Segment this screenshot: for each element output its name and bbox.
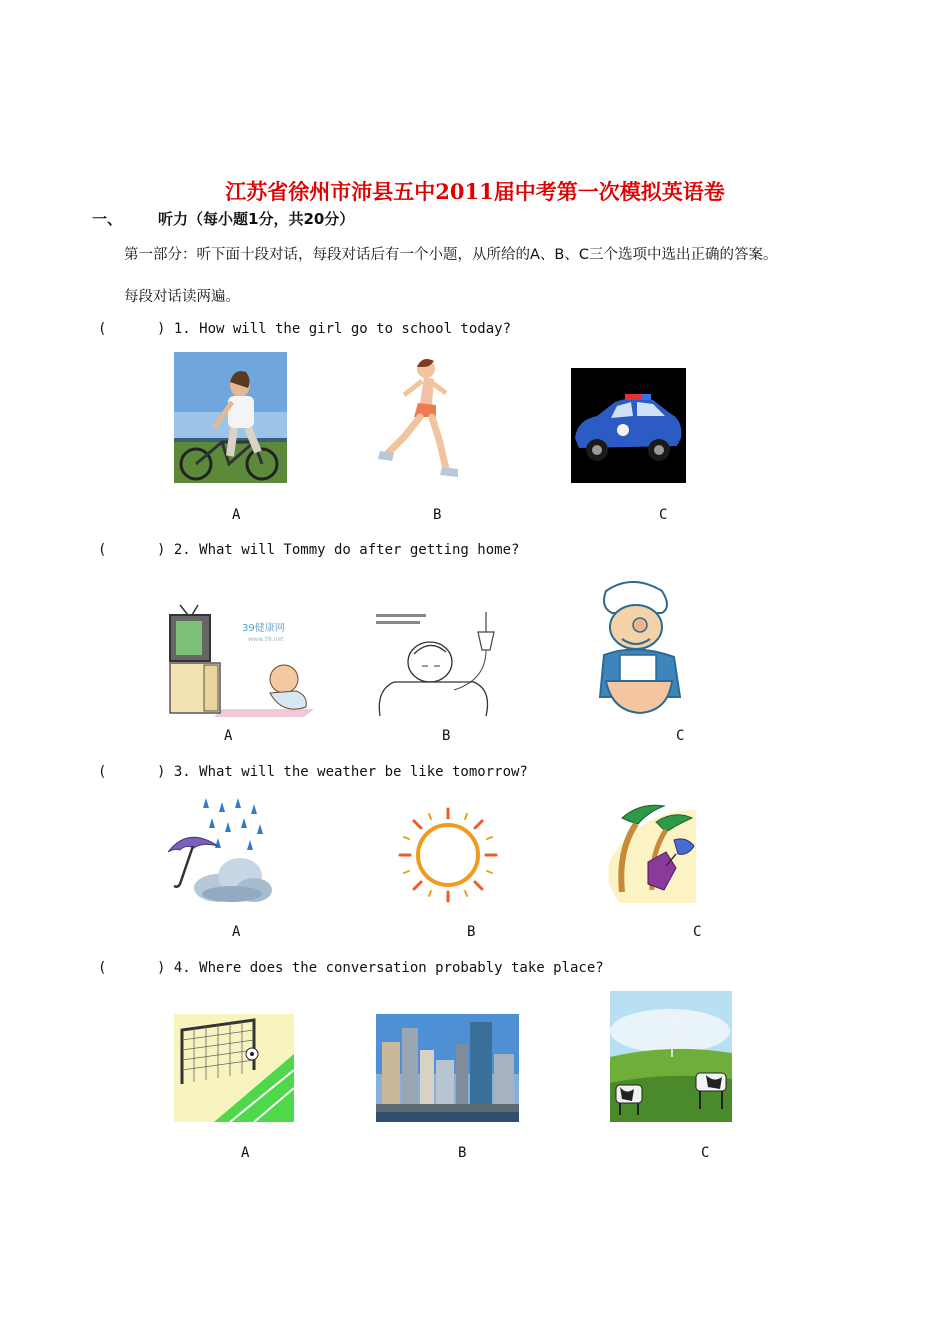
- section-number: 一、: [92, 210, 123, 228]
- q4-option-a: A: [241, 1145, 250, 1161]
- sun-picture: [397, 807, 499, 903]
- farm-picture: [610, 991, 732, 1122]
- bicycle-picture: [174, 352, 287, 483]
- question-2: ( ) 2. What will Tommy do after getting home?: [98, 542, 520, 558]
- windy-picture: [600, 800, 698, 903]
- q2-option-b: B: [442, 728, 451, 744]
- section-heading: 听力（每小题1分，共20分）: [158, 210, 355, 228]
- q3-option-c: C: [693, 924, 702, 940]
- page-title: 江苏省徐州市沛县五中2011届中考第一次模拟英语卷: [225, 179, 725, 204]
- q3-option-b: B: [467, 924, 476, 940]
- soccer-goal-picture: [174, 1014, 294, 1122]
- baby-tv-picture: [164, 603, 319, 717]
- instruction-line-2: 每段对话读两遍。: [124, 289, 240, 305]
- instruction-line-1: 第一部分：听下面十段对话，每段对话后有一个小题，从所给的A、B、C三个选项中选出正确的答案。: [124, 247, 778, 263]
- question-1: ( ) 1. How will the girl go to school today?: [98, 321, 512, 337]
- cooking-man-picture: [592, 577, 692, 717]
- question-3: ( ) 3. What will the weather be like tomorrow?: [98, 764, 528, 780]
- police-car-picture: [571, 368, 686, 483]
- q1-option-a: A: [232, 507, 241, 523]
- q1-option-c: C: [659, 507, 668, 523]
- sick-child-picture: [374, 610, 499, 717]
- logo-url: www.39.net: [248, 636, 284, 643]
- q1-option-b: B: [433, 507, 442, 523]
- rain-picture: [166, 796, 272, 903]
- q4-option-c: C: [701, 1145, 710, 1161]
- q3-option-a: A: [232, 924, 241, 940]
- q4-option-b: B: [458, 1145, 467, 1161]
- running-picture: [374, 355, 464, 483]
- question-4: ( ) 4. Where does the conversation probably take place?: [98, 960, 604, 976]
- city-skyline-picture: [376, 1014, 519, 1122]
- q2-option-c: C: [676, 728, 685, 744]
- q2-option-a: A: [224, 728, 233, 744]
- logo-text: 39健康网: [242, 623, 285, 634]
